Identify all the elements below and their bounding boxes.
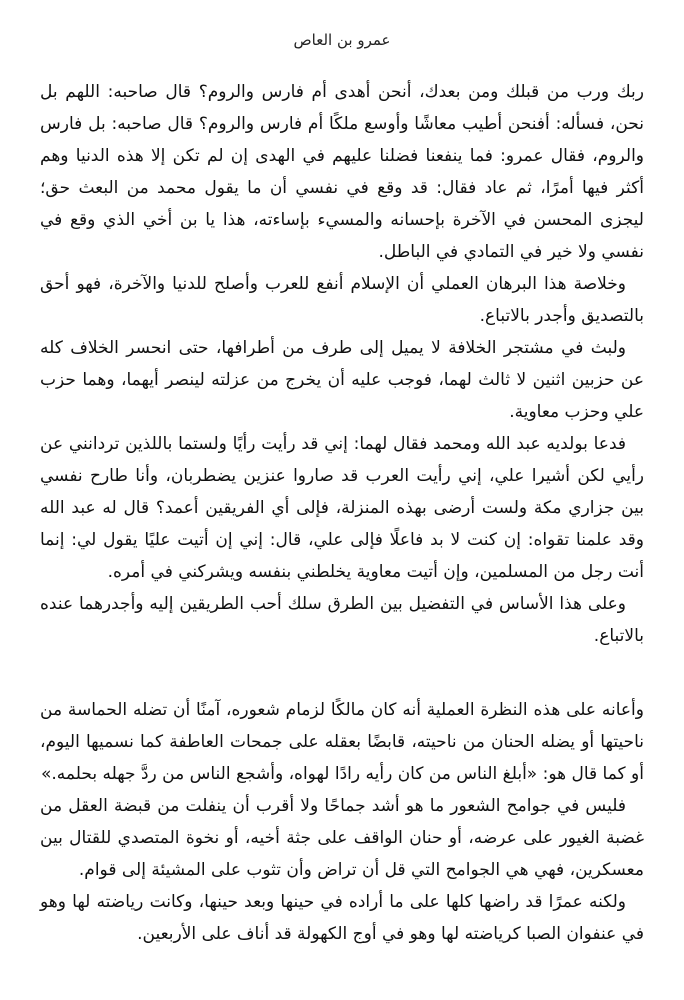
- paragraph: فليس في جوامح الشعور ما هو أشد جماحًا ولا أقرب أن ينفلت من قبضة العقل من غضبة الغيور على عرضه، أو حنان الواقف على جثة أخيه، أو نخوة المتصدي للقتال بين معسكرين، فهي هي الجوامح التي قل أن تراض وأن تثوب على المشيئة إلى قوام.: [40, 796, 644, 880]
- paragraph: وخلاصة هذا البرهان العملي أن الإسلام أنفع للعرب وأصلح للدنيا والآخرة، فهو أحق بالتصديق وأجدر بالاتباع.: [40, 274, 644, 326]
- paragraph: ولبث في مشتجر الخلافة لا يميل إلى طرف من أطرافها، حتى انحسر الخلاف كله عن حزبين اثنين لا ثالث لهما، فوجب عليه أن يخرج من عزلته لينصر أيهما، وهما حزب علي وحزب معاوية.: [40, 338, 644, 422]
- paragraph: فدعا بولديه عبد الله ومحمد فقال لهما: إني قد رأيت رأيًا ولستما باللذين تردانني عن رأيي لكن أشيرا علي، إني رأيت العرب قد صاروا عنزين يضطربان، وأنا طارح نفسي بين جزاري مكة ولست أرضى بهذه المنزلة، فإلى أي الفريقين أعمد؟ قال له عبد الله وقد علمنا تقواه: إن كنت لا بد فاعلًا فإلى علي، قال: إني إن أتيت عليًا يقول لي: إنما أنت رجل من المسلمين، وإن أتيت معاوية يخلطني بنفسه ويشركني في أمره.: [40, 434, 644, 582]
- paragraph: وأعانه على هذه النظرة العملية أنه كان مالكًا لزمام شعوره، آمنًا أن تضله الحماسة من ناحيتها أو يضله الحنان من ناحيته، قابضًا بعقله على جمحات العاطفة كما نسميها اليوم، أو كما قال هو: «أبلغ الناس من كان رأيه رادًا لهواه، وأشجع الناس من ردَّ جهله بحلمه.»: [40, 700, 644, 784]
- page-body: [40, 76, 644, 950]
- paragraph: ولكنه عمرًا قد راضها كلها على ما أراده في حينها وبعد حينها، وكانت رياضته لها وهو في عنفوان الصبا كرياضته لها وهو في أوج الكهولة قد أناف على الأربعين.: [40, 892, 644, 944]
- paragraph: وعلى هذا الأساس في التفضيل بين الطرق سلك أحب الطريقين إليه وأجدرهما عنده بالاتباع.: [40, 594, 644, 646]
- paragraph: ربك ورب من قبلك ومن بعدك، أنحن أهدى أم فارس والروم؟ قال صاحبه: اللهم بل نحن، فسأله: أفنحن أطيب معاشًا وأوسع ملكًا أم فارس والروم؟ قال صاحبه: بل فارس والروم، فقال عمرو: فما ينفعنا فضلنا عليهم في الهدى إن لم تكن إلا هذه الدنيا وهم أكثر فيها أمرًا، ثم عاد فقال: قد وقع في نفسي أن ما يقول محمد من البعث حق؛ ليجزى المحسن في الآخرة بإحسانه والمسيء بإساءته، هذا يا بن أخي الذي وقع في نفسي ولا خير في التمادي في الباطل.: [40, 82, 644, 262]
- section-break: [40, 652, 644, 694]
- running-title: عمرو بن العاص: [293, 31, 391, 49]
